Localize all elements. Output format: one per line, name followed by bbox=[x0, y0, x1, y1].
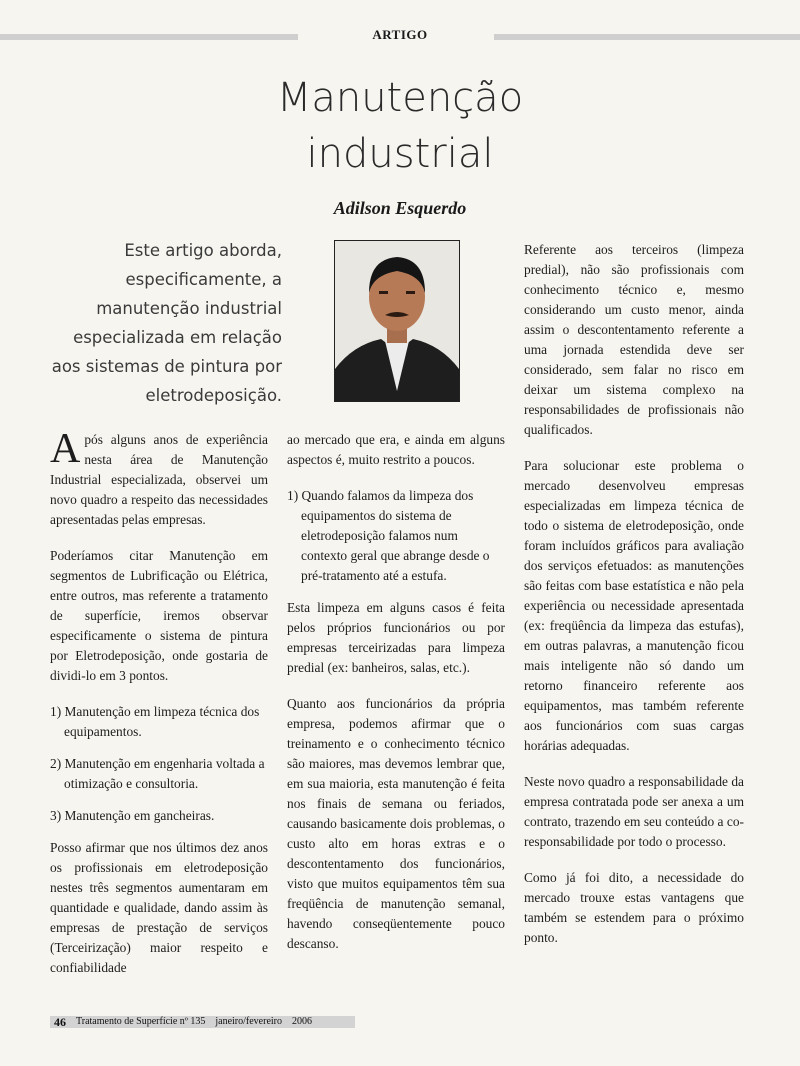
lead-line: manutenção industrial bbox=[96, 299, 282, 318]
author-name: Adilson Esquerdo bbox=[333, 198, 467, 218]
list-item: 1) Manutenção em limpeza técnica dos equipamentos. bbox=[50, 704, 260, 739]
issue-year: 2006 bbox=[292, 1016, 313, 1027]
paragraph: Quanto aos funcionários da própria empresa, podemos afirmar que o treinamento e o conhecimento técnico são maiores, mas devemos lembrar que, em sua maioria, esta manutenção é feita nos finais de semana ou feriados, causando basicamente dois problemas, o custo alto em horas extras e o descontentamento dos funcionários, visto que muitos equipamentos têm sua freqüência de manutenção semanal, havendo conseqüentemente pouco descanso. bbox=[287, 696, 505, 951]
lead-line: especificamente, a bbox=[125, 270, 282, 289]
text-column-3 bbox=[524, 240, 744, 964]
list bbox=[287, 486, 505, 586]
article-title bbox=[0, 70, 800, 182]
list-item: 3) Manutenção em gancheiras. bbox=[50, 808, 215, 823]
lead-line: eletrodeposição. bbox=[145, 386, 282, 405]
text-column-2 bbox=[287, 430, 505, 970]
paragraph bbox=[50, 426, 268, 530]
paragraph: Como já foi dito, a necessidade do mercado trouxe estas vantagens que também se estendem para o próximo ponto. bbox=[524, 870, 744, 945]
title-line-1: Manutenção bbox=[276, 75, 524, 121]
title-line-2: industrial bbox=[306, 131, 494, 177]
paragraph-text: pós alguns anos de experiência nesta área de Manutenção Industrial especializada, observei um novo quadro a respeito das necessidades apresentadas pelas empresas. bbox=[50, 432, 268, 527]
page-footer bbox=[50, 1016, 355, 1028]
drop-cap: A bbox=[50, 426, 81, 472]
lead-line: aos sistemas de pintura por bbox=[51, 357, 282, 376]
paragraph: Esta limpeza em alguns casos é feita pelos próprios funcionários ou por empresas terceirizadas para limpeza predial (ex: banheiros, salas, etc.). bbox=[287, 600, 505, 675]
paragraph: Neste novo quadro a responsabilidade da empresa contratada pode ser anexa a um contrato, trazendo em seu conteúdo a co-responsabilidade por todo o processo. bbox=[524, 774, 744, 849]
paragraph: Referente aos terceiros (limpeza predial), não são profissionais com conhecimento técnico e, mesmo considerando um custo menor, ainda assim o descontentamento referente a uma jornada estendida deve ser considerado, sem falar no risco em deixar um sistema complexo na responsabilidades de profissionais não qualificados. bbox=[524, 242, 744, 437]
page-number: 46 bbox=[54, 1015, 66, 1029]
author-portrait-icon bbox=[335, 241, 459, 401]
list-item: 2) Manutenção em engenharia voltada a otimização e consultoria. bbox=[50, 756, 265, 791]
section-label: ARTIGO bbox=[372, 27, 428, 42]
author-photo bbox=[334, 240, 460, 402]
list-item: 1) Quando falamos da limpeza dos equipamentos do sistema de eletrodeposição falamos num contexto geral que abrange desde o pré-tratamento até a estufa. bbox=[287, 488, 490, 583]
list bbox=[50, 702, 268, 826]
paragraph: ao mercado que era, e ainda em alguns aspectos é, muito restrito a poucos. bbox=[287, 432, 505, 467]
paragraph: Para solucionar este problema o mercado desenvolveu empresas especializadas em limpeza técnica de todo o sistema de eletrodeposição, onde foram incluídos gráficos para avaliação dos serviços efetuados: as manutenções são feitas com base estatística e não pela experiência ou necessidade apresentada (ex: freqüência da limpeza das estufas), em outras palavras, a manutenção ficou mais inteligente não só dando um retorno financeiro referente aos equipamentos, mas também referente aos funcionários com suas cargas horárias adequadas. bbox=[524, 458, 744, 753]
issue-months: janeiro/fevereiro bbox=[215, 1016, 283, 1027]
paragraph: Poderíamos citar Manutenção em segmentos de Lubrificação ou Elétrica, entre outros, mas referente a tratamento de superfície, iremos observar especificamente o sistema de pintura por Eletrodeposição, onde gostaria de dividi-lo em 3 pontos. bbox=[50, 548, 268, 683]
text-column-1 bbox=[50, 426, 268, 994]
lead-paragraph bbox=[40, 236, 282, 410]
lead-line: especializada em relação bbox=[73, 328, 282, 347]
publication-name: Tratamento de Superfície nº 135 bbox=[76, 1016, 206, 1027]
lead-line: Este artigo aborda, bbox=[124, 241, 282, 260]
paragraph: Posso afirmar que nos últimos dez anos os profissionais em eletrodeposição nestes três segmentos aumentaram em quantidade e qualidade, dando assim às empresas de prestação de serviços (Terceirização) maior respeito e confiabilidade bbox=[50, 840, 268, 975]
